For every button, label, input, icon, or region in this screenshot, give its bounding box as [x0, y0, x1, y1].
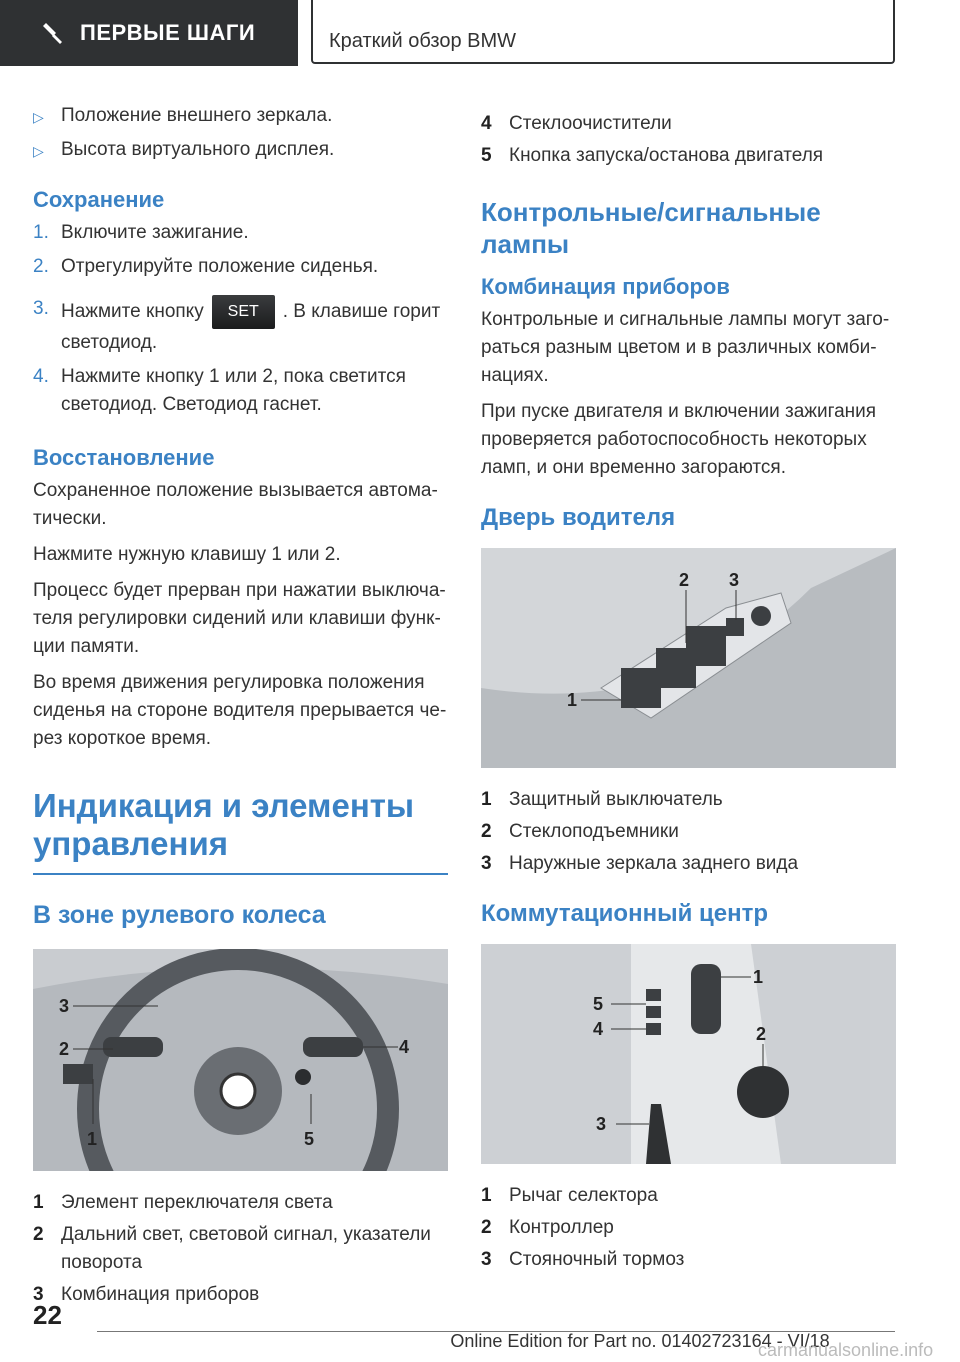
- callout: 1: [87, 1129, 98, 1149]
- chapter-title: Краткий обзор BMW: [329, 30, 517, 52]
- legend-item: 4 Стеклоочистители: [481, 113, 672, 134]
- step-item: 3. Нажмите кнопку SET . В клавише горит светодиод.: [33, 295, 448, 357]
- step-item: 1. Включите зажигание.: [33, 222, 249, 243]
- edition-text: Online Edition for Part no. 01402723164 - VI/18: [450, 1331, 830, 1351]
- triangle-icon: ▷: [33, 109, 44, 125]
- section-title: ПЕРВЫЕ ШАГИ: [80, 20, 256, 45]
- callout: 3: [59, 996, 70, 1016]
- center-heading: Коммутационный центр: [481, 900, 769, 927]
- right-column: [481, 110, 896, 1278]
- callout: 3: [729, 570, 740, 590]
- callout: 5: [593, 994, 604, 1014]
- callout: 4: [399, 1037, 410, 1057]
- wheel-heading: В зоне рулевого колеса: [33, 901, 326, 929]
- callout: 4: [593, 1019, 604, 1039]
- section-tab[interactable]: [0, 0, 298, 66]
- list-item: ▷ Положение внешнего зеркала.: [33, 102, 448, 131]
- legend-item: 1 Рычаг селектора: [481, 1185, 658, 1206]
- triangle-icon: ▷: [33, 143, 44, 159]
- step-item: 2. Отрегулируйте положение сиденья.: [33, 256, 379, 277]
- legend-item: 2 Дальний свет, световой сигнал, указатели поворота: [33, 1224, 431, 1273]
- callout: 1: [567, 690, 578, 710]
- save-heading: Сохранение: [33, 187, 165, 212]
- restore-heading: Восстановление: [33, 445, 215, 470]
- paragraph: Нажмите нужную клавишу 1 или 2.: [33, 544, 341, 565]
- door-image: [481, 548, 896, 768]
- callout: 2: [59, 1039, 70, 1059]
- lamps-heading: Контрольные/сигнальные лампы: [481, 197, 821, 259]
- legend-item: 2 Контроллер: [481, 1217, 614, 1238]
- start-icon: [40, 20, 66, 46]
- door-heading: Дверь водителя: [481, 504, 676, 531]
- center-console-image: [481, 944, 896, 1164]
- callout: 3: [596, 1114, 607, 1134]
- callout: 1: [753, 967, 764, 987]
- paragraph: При пуске двигателя и включении зажигания проверяется работоспособность некоторых ламп, и они временно загораются.: [481, 401, 877, 478]
- paragraph: Контрольные и сигнальные лампы могут заго-раться разным цветом и в различных комби-нациях.: [481, 309, 890, 386]
- legend-item: 2 Стеклоподъемники: [481, 821, 679, 842]
- cluster-heading: Комбинация приборов: [481, 274, 730, 299]
- list-item: ▷ Высота виртуального дисплея.: [33, 136, 448, 165]
- legend-item: 5 Кнопка запуска/останова двигателя: [481, 145, 824, 166]
- callout: 2: [756, 1024, 767, 1044]
- legend-item: 1 Защитный выключатель: [481, 789, 723, 810]
- legend-item: 3 Комбинация приборов: [33, 1284, 260, 1305]
- paragraph: Процесс будет прерван при нажатии выключа-теля регулировки сидений или клавиши функ-ции памяти.: [33, 580, 446, 657]
- step-item: 4. Нажмите кнопку 1 или 2, пока светится светодиод. Светодиод гаснет.: [33, 366, 406, 415]
- set-button: SET: [212, 295, 275, 329]
- chapter-header: [311, 0, 895, 64]
- legend-item: 1 Элемент переключателя света: [33, 1192, 333, 1213]
- legend-item: 3 Стояночный тормоз: [481, 1249, 685, 1270]
- callout: 5: [304, 1129, 315, 1149]
- watermark: carmanualsonline.info: [758, 1340, 934, 1360]
- callout: 2: [679, 570, 690, 590]
- page-number: 22: [33, 1300, 62, 1330]
- left-column: [33, 102, 448, 1313]
- paragraph: Во время движения регулировка положения сиденья на стороне водителя прерывается че-рез короткое время.: [33, 672, 447, 749]
- steering-wheel-image: [33, 949, 448, 1171]
- legend-item: 3 Наружные зеркала заднего вида: [481, 853, 799, 874]
- paragraph: Сохраненное положение вызывается автома-тически.: [33, 480, 438, 529]
- main-heading: Индикация и элементы управления: [33, 787, 448, 875]
